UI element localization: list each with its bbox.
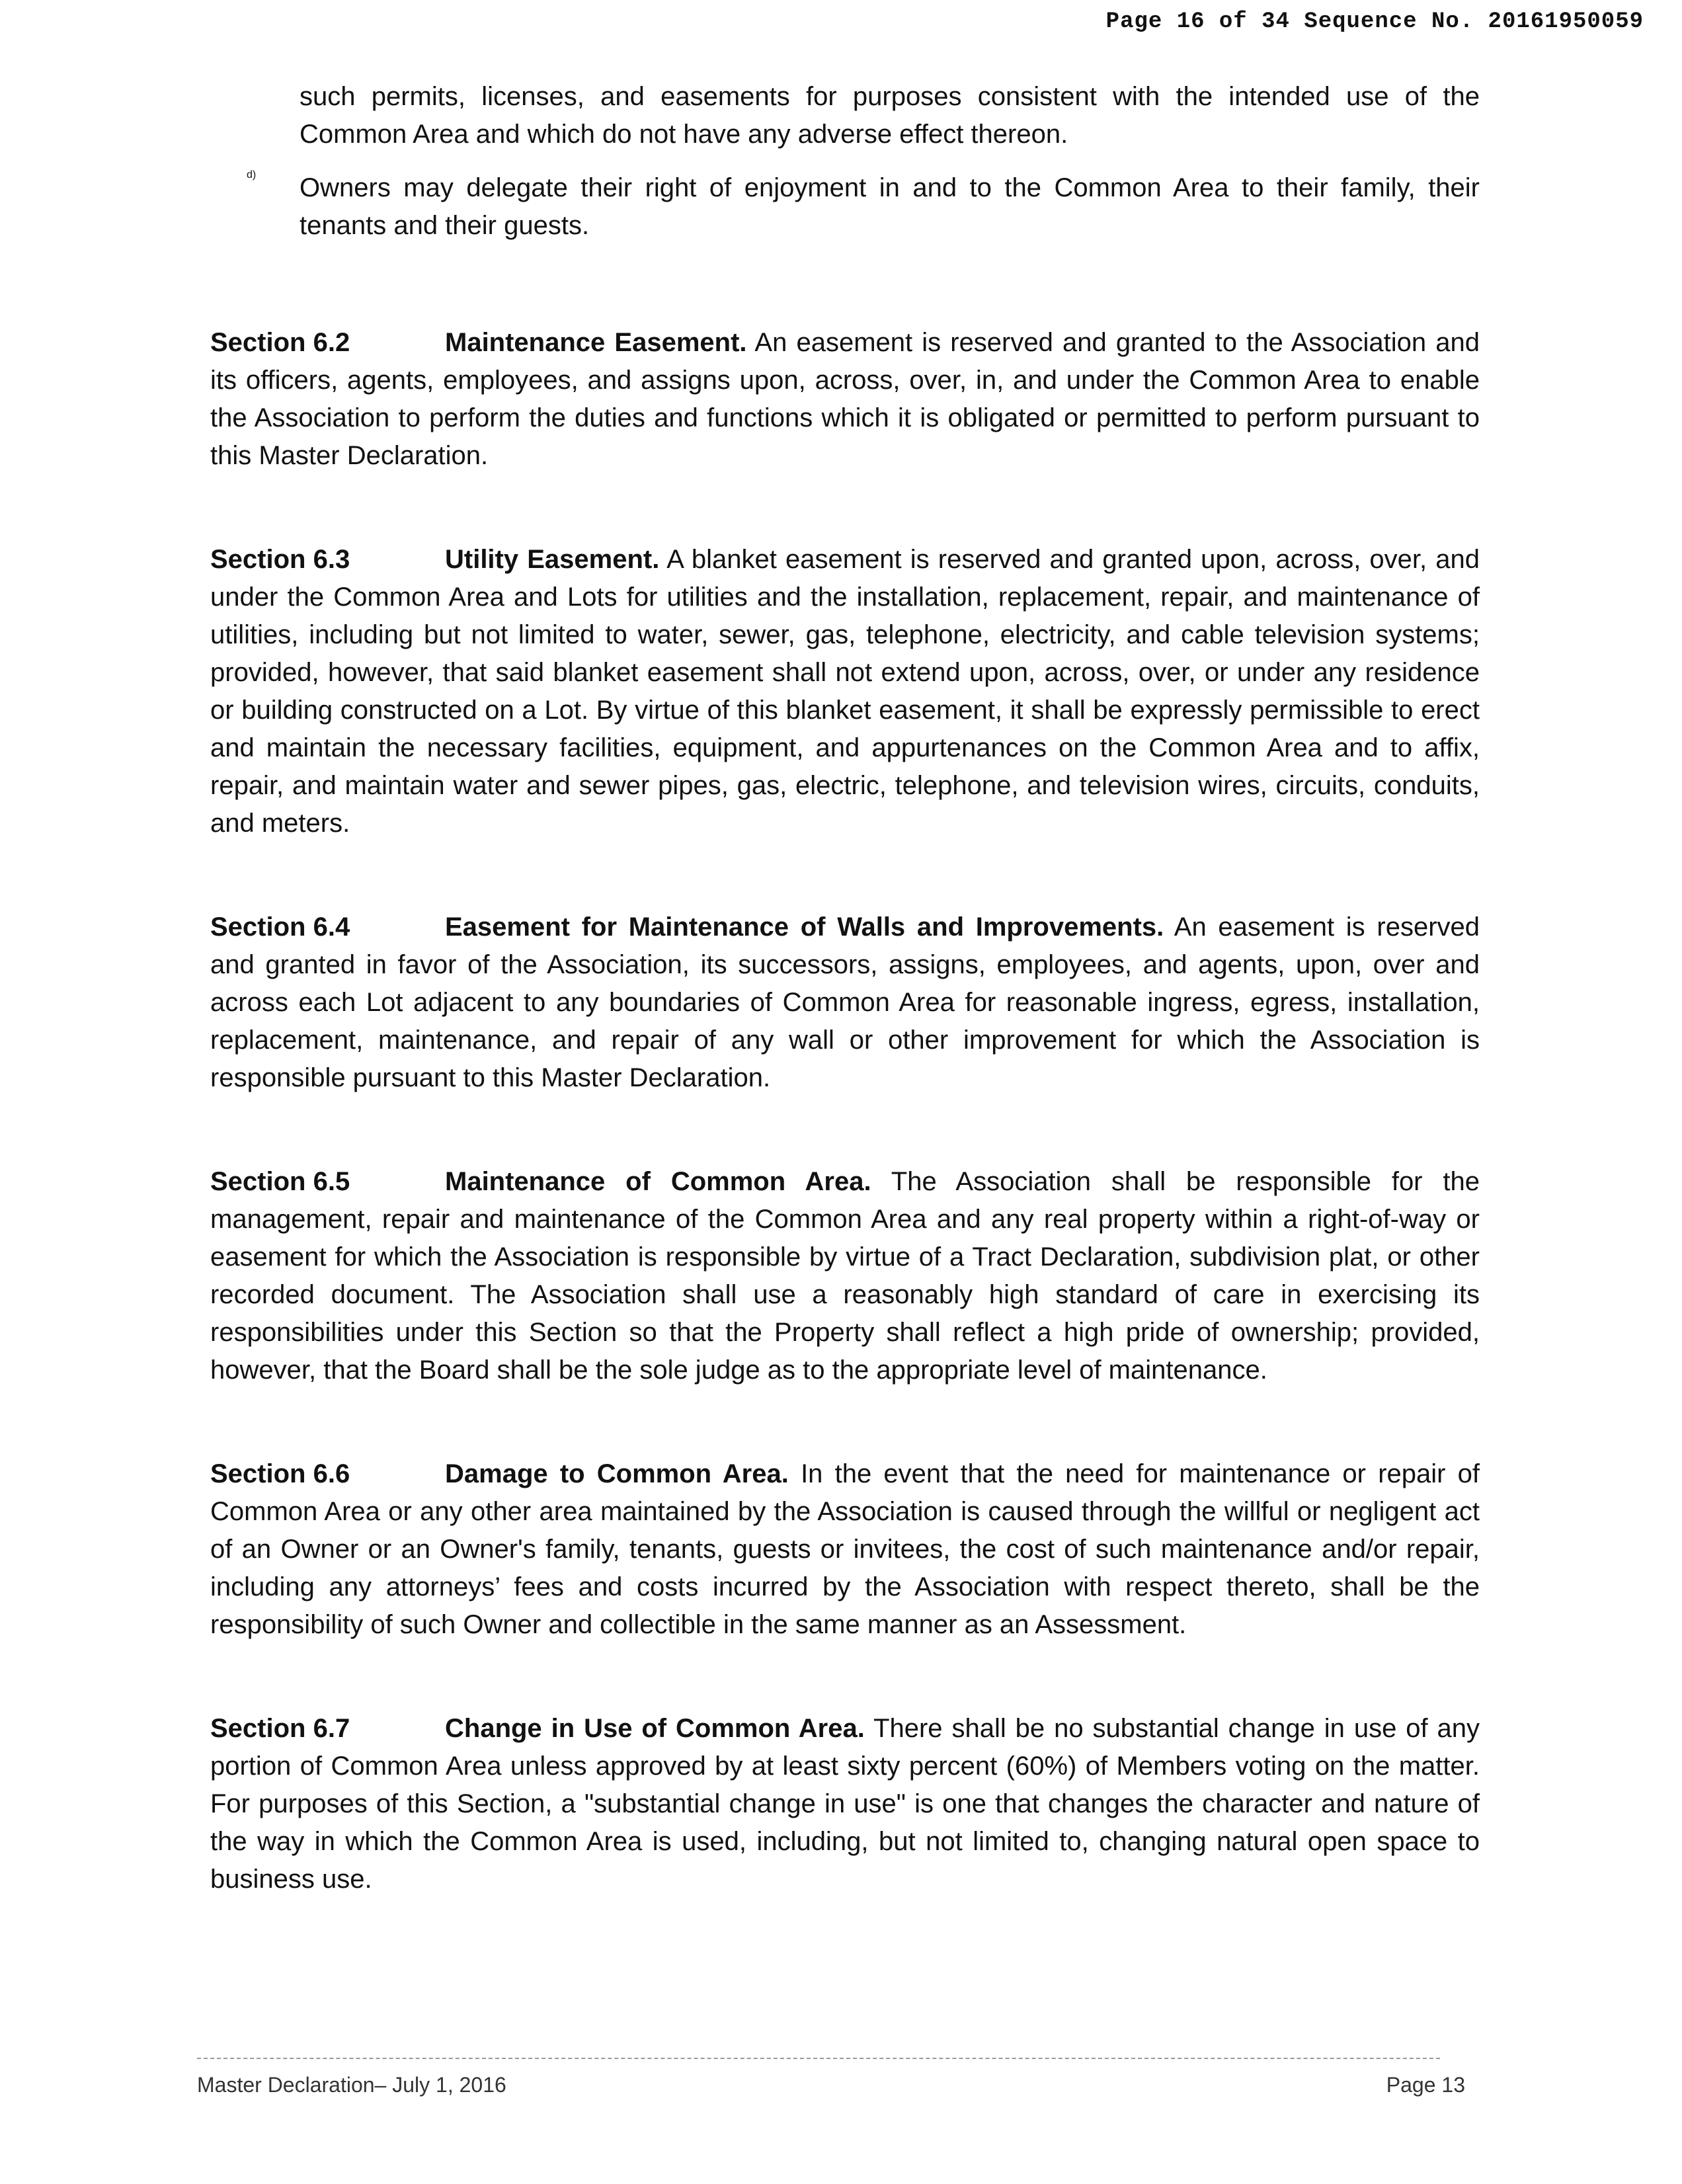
section-number: Section 6.4 (210, 912, 350, 942)
section-body: An easement is reserved and granted to the Association and its officers, agents, employees, and assigns upon, across, over, in, and under the Common Area to enable the Association to perform the duties and functions which it is obligated or permitted to perform pursuant to this Master Declaration. (210, 328, 1480, 470)
section-number: Section 6.3 (210, 545, 350, 574)
section-body: In the event that the need for maintenance or repair of Common Area or any other area maintained by the Association is caused through the willful or negligent act of an Owner or an Owner's family, tenants, guests or invitees, the cost of such maintenance and/or repair, including any attorneys’ fees and costs incurred by the Association with respect thereto, shall be the responsibility of such Owner and collectible in the same manner as an Assessment. (210, 1459, 1480, 1639)
recording-sequence-header: Page 16 of 34 Sequence No. 20161950059 (1105, 9, 1644, 34)
section-title: Change in Use of Common Area. (445, 1714, 865, 1743)
section-title: Easement for Maintenance of Walls and Improvements. (445, 912, 1164, 942)
section-6-3 (210, 541, 1480, 842)
section-6-2 (210, 324, 1480, 475)
footer-divider (197, 2058, 1440, 2059)
section-body: An easement is reserved and granted in favor of the Association, its successors, assigns, employees, and agents, upon, over and across each Lot adjacent to any boundaries of Common Area for reasonable ingress, egress, installation, replacement, maintenance, and repair of any wall or other improvement for which the Association is responsible pursuant to this Master Declaration. (210, 912, 1480, 1092)
section-number: Section 6.5 (210, 1167, 350, 1196)
section-title: Utility Easement. (445, 545, 660, 574)
section-body: There shall be no substantial change in use of any portion of Common Area unless approved by at least sixty percent (60%) of Members voting on the matter. For purposes of this Section, a "substantial change in use" is one that changes the character and nature of the way in which the Common Area is used, including, but not limited to, changing natural open space to business use. (210, 1714, 1480, 1894)
section-title: Maintenance Easement. (445, 328, 747, 357)
footer-document-title: Master Declaration– July 1, 2016 (197, 2073, 506, 2097)
section-title: Maintenance of Common Area. (445, 1167, 871, 1196)
section-6-5 (210, 1163, 1480, 1389)
section-body: A blanket easement is reserved and granted upon, across, over, and under the Common Area and Lots for utilities and the installation, replacement, repair, and maintenance of utilities, including but not limited to water, sewer, gas, telephone, electricity, and cable television systems; provided, however, that said blanket easement shall not extend upon, across, over, or under any residence or building constructed on a Lot. By virtue of this blanket easement, it shall be expressly permissible to erect and maintain the necessary facilities, equipment, and appurtenances on the Common Area and to affix, repair, and maintain water and sewer pipes, gas, electric, telephone, and television wires, circuits, conduits, and meters. (210, 545, 1480, 838)
section-6-4 (210, 909, 1480, 1097)
footer-page-number: Page 13 (1386, 2073, 1465, 2097)
section-number: Section 6.2 (210, 328, 350, 357)
section-number: Section 6.7 (210, 1714, 350, 1743)
continuation-paragraph: such permits, licenses, and easements for purposes consistent with the intended use of the Common Area and which do not have any adverse effect thereon. (300, 82, 1480, 149)
section-6-7 (210, 1710, 1480, 1898)
section-body: The Association shall be responsible for the management, repair and maintenance of the Common Area and any real property within a right-of-way or easement for which the Association is responsible by virtue of a Tract Declaration, subdivision plat, or other recorded document. The Association shall use a reasonably high standard of care in exercising its responsibilities under this Section so that the Property shall reflect a high pride of ownership; provided, however, that the Board shall be the sole judge as to the appropriate level of maintenance. (210, 1167, 1480, 1385)
list-item-text: Owners may delegate their right of enjoyment in and to the Common Area to their family, their tenants and their guests. (300, 173, 1480, 240)
list-item-d (247, 169, 1480, 245)
document-body (210, 78, 1480, 1898)
section-number: Section 6.6 (210, 1459, 350, 1488)
section-6-6 (210, 1455, 1480, 1644)
list-marker: d) (247, 169, 257, 181)
page-footer (197, 2073, 1465, 2097)
section-title: Damage to Common Area. (445, 1459, 789, 1488)
